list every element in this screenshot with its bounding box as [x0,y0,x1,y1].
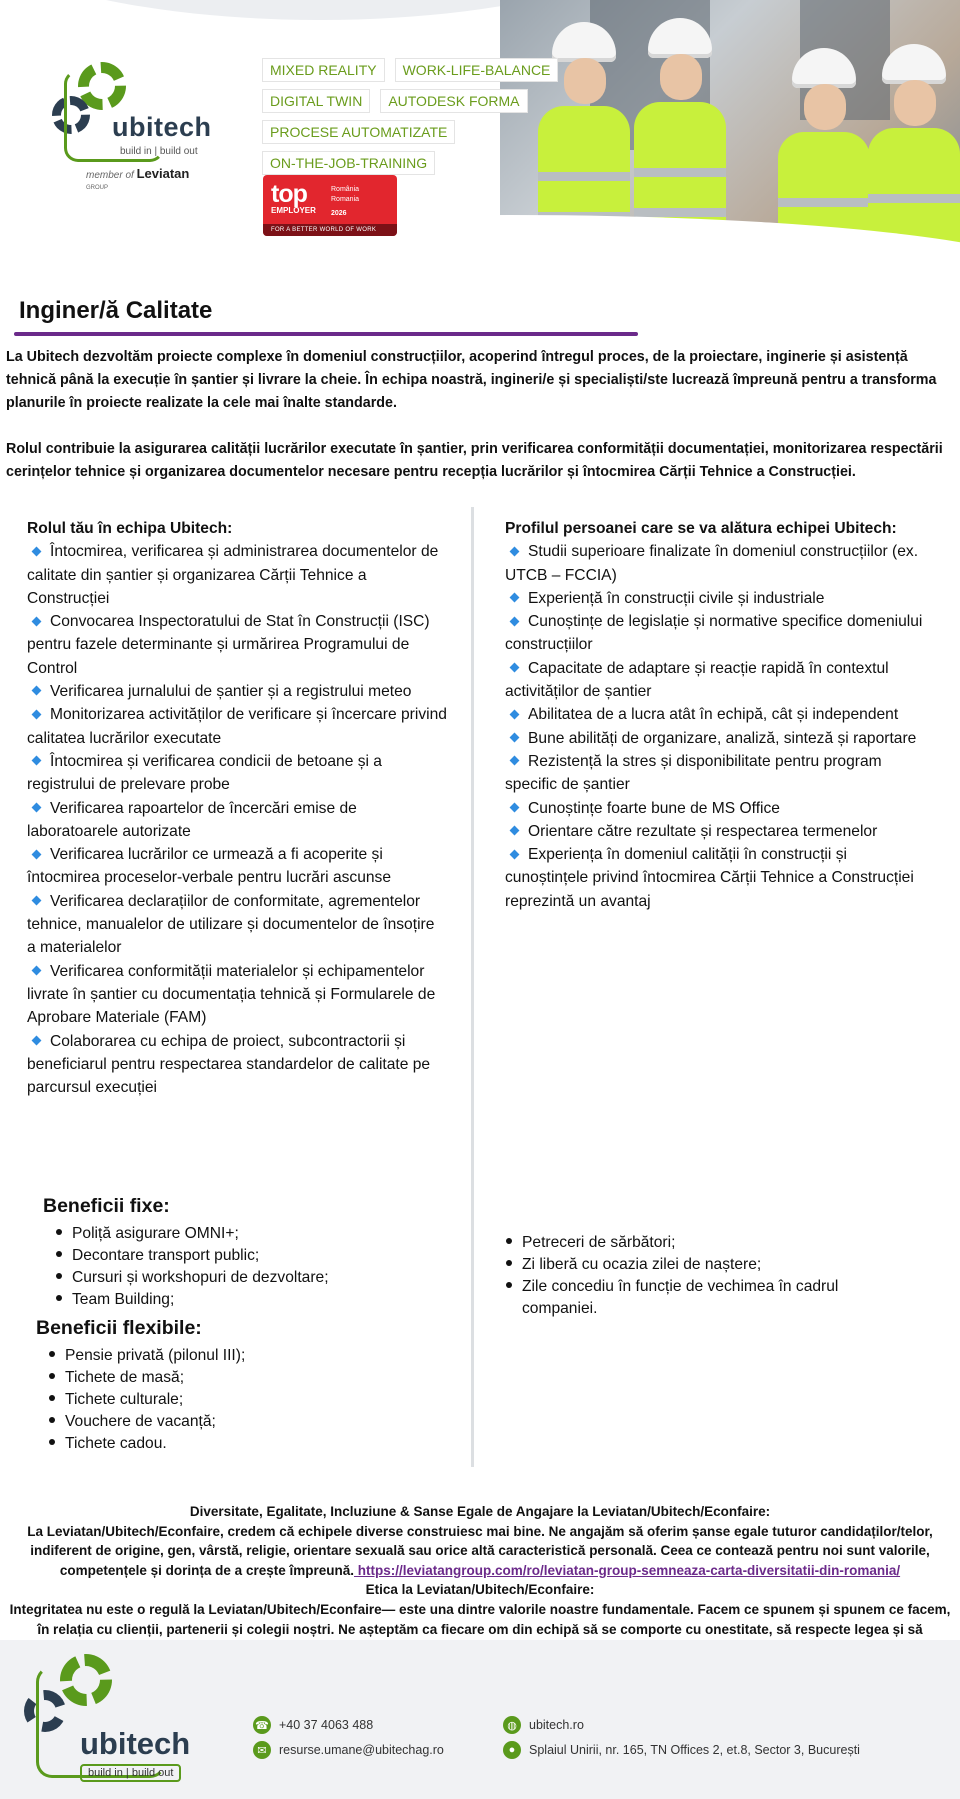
list-item: Petreceri de sărbători; [506,1232,876,1254]
list-item: Cunoștințe foarte bune de MS Office [505,797,925,820]
phone-icon: ☎ [253,1716,271,1734]
header-wave [0,215,960,300]
role-section [27,517,447,1099]
diversity-heading: Diversitate, Egalitate, Incluziune & Sanse Egale de Angajare la Leviatan/Ubitech/Econfaire: [189,1504,771,1519]
footer-website[interactable]: ◍ ubitech.ro [503,1716,584,1734]
role-list [27,540,447,1099]
tag-mixed-reality: MIXED REALITY [262,58,385,82]
list-item: Verificarea declarațiilor de conformitate, agrementelor tehnice, manualelor de utilizare și documentelor de însoțire a materialelor [27,892,435,957]
tag-autodesk-forma: AUTODESK FORMA [380,89,527,113]
list-item: Studii superioare finalizate în domeniul construcțiilor (ex. UTCB – FCCIA) [505,543,919,584]
tag-work-life-balance: WORK-LIFE-BALANCE [395,58,559,82]
tag-procese-automatizate: PROCESE AUTOMATIZATE [262,120,455,144]
ethics-heading: Etica la Leviatan/Ubitech/Econfaire: [365,1582,595,1598]
blue-diamond-icon [32,802,42,812]
list-item: Verificarea rapoartelor de încercări emise de laboratoarele autorizate [27,799,357,840]
diversity-section [0,1502,960,1659]
ubitech-logo: ubitech build in | build out member of Leviatan GROUP [50,62,210,187]
flexible-benefits-heading: Beneficii flexibile: [36,1317,202,1339]
blue-diamond-icon [510,616,520,626]
footer-logo: ubitech build in | build out [22,1680,202,1790]
profile-heading: Profilul persoanei care se va alătura echipei Ubitech: [505,520,897,537]
email-icon: ✉ [253,1741,271,1759]
blue-diamond-icon [510,663,520,673]
location-pin-icon: ● [503,1741,521,1759]
profile-list [505,540,925,913]
profile-section [505,517,925,913]
list-item: Întocmirea, verificarea și administrarea documentelor de calitate din șantier și organizarea Cărții Tehnice a Construcției [27,543,439,607]
list-item: Convocarea Inspectoratului de Stat în Construcții (ISC) pentru fazele determinante și urmărirea Programului de Control [27,613,430,677]
list-item: Bune abilități de organizare, analiză, sinteză și raportare [505,727,925,750]
blue-diamond-icon [32,896,42,906]
list-item: Team Building; [56,1289,436,1311]
title-underline [14,332,638,336]
top-employer-badge: top EMPLOYER România Romania 2026 FOR A BETTER WORLD OF WORK [263,175,397,236]
role-heading: Rolul tău în echipa Ubitech: [27,520,233,537]
job-intro [6,346,956,484]
list-item: Tichete cadou. [49,1433,429,1455]
blue-diamond-icon [32,686,42,696]
blue-diamond-icon [32,756,42,766]
list-item: Abilitatea de a lucra atât în echipă, cât și independent [505,703,925,726]
globe-icon: ◍ [503,1716,521,1734]
list-item: Tichete culturale; [49,1389,429,1411]
intro-paragraph: Rolul contribuie la asigurarea calității lucrărilor executate în șantier, prin verificarea conformității documentației, monitorizarea respectării cerințelor tehnice și organizarea documentelor necesare pentru recepția lucrărilor și întocmirea Cărții Tehnice a Construcției. [6,441,943,480]
job-title: Inginer/ă Calitate [19,297,213,324]
list-item: Experiență în construcții civile și industriale [505,587,925,610]
blue-diamond-icon [32,1035,42,1045]
list-item: Tichete de masă; [49,1367,429,1389]
header-banner [0,0,960,300]
list-item: Verificarea lucrărilor ce urmează a fi acoperite și întocmirea proceselor-verbale pentru lucrări ascunse [27,846,392,887]
feature-tags [262,58,562,182]
blue-diamond-icon [510,593,520,603]
blue-diamond-icon [510,733,520,743]
blue-diamond-icon [32,849,42,859]
list-item: Colaborarea cu echipa de proiect, subcontractorii și beneficiarul pentru respectarea standardelor de calitate pe parcursul execuției [27,1032,431,1097]
blue-diamond-icon [510,849,520,859]
list-item: Verificarea jurnalului de șantier și a registrului meteo [27,680,447,703]
fixed-benefits-list [56,1223,436,1311]
list-item: Verificarea conformității materialelor și echipamentelor livrate în șantier cu documentația tehnică și Formularele de Aprobare Materiale (FAM) [27,962,436,1027]
blue-diamond-icon [32,966,42,976]
footer-email[interactable]: ✉ resurse.umane@ubitechag.ro [253,1741,444,1759]
diversity-text: La Leviatan/Ubitech/Econfaire, credem că echipele diverse construiesc mai bine. Ne angajăm să oferim șanse egale tuturor candidaților/telor, indiferent de origine, gen, vârstă, religie, orientare sexuală sau orice altă caracteristică personală. Ceea ce contează pentru noi sunt valorile, competențele și dorința de a crește împreună. https://leviatangroup.com/ro/leviatan-group-semneaza-carta-diversitatii-din-romania/ [27,1523,933,1578]
list-item: Monitorizarea activităților de verificare și încercare privind calitatea lucrărilor executate [27,706,447,747]
blue-diamond-icon [32,546,42,556]
blue-diamond-icon [32,709,42,719]
list-item: Orientare către rezultate și respectarea termenelor [505,820,925,843]
list-item: Poliță asigurare OMNI+; [56,1223,436,1245]
intro-paragraph: La Ubitech dezvoltăm proiecte complexe în domeniul construcțiilor, acoperind întregul proces, de la proiectare, inginerie și asistență tehnică până la execuție în șantier și livrare la cheie. În echipa noastră, ingineri/e și specialiști/ste lucrează împreună pentru a transforma planurile în proiecte realizate la cele mai înalte standarde. [6,349,937,411]
tag-digital-twin: DIGITAL TWIN [262,89,370,113]
tag-on-the-job-training: ON-THE-JOB-TRAINING [262,151,435,175]
other-benefits-list [506,1232,876,1320]
list-item: Pensie privată (pilonul III); [49,1345,429,1367]
list-item: Capacitate de adaptare și reacție rapidă în contextul activităților de șantier [505,659,889,701]
list-item: Zi liberă cu ocazia zilei de naștere; [506,1254,876,1276]
blue-diamond-icon [510,756,520,766]
blue-diamond-icon [510,826,520,836]
blue-diamond-icon [32,616,42,626]
ethics-text: Integritatea nu este o regulă la Leviatan/Ubitech/Econfaire— este una dintre valorile noastre fundamentale. Facem ce spunem și spunem ce facem, în relația cu clienții, partenerii și colegii noștri. Ne așteptăm ca fiecare om din echipă să se comporte cu onestitate, să respecte legea și să [8,1600,952,1659]
list-item: Cursuri și workshopuri de dezvoltare; [56,1267,436,1289]
footer [0,1640,960,1799]
list-item: Întocmirea și verificarea condicii de betoane și a registrului de prelevare probe [27,752,382,794]
diversity-link[interactable]: https://leviatangroup.com/ro/leviatan-group-semneaza-carta-diversitatii-din-romania/ [353,1562,901,1578]
list-item: Vouchere de vacanță; [49,1411,429,1433]
fixed-benefits-heading: Beneficii fixe: [43,1195,170,1217]
footer-address: ● Splaiul Unirii, nr. 165, TN Offices 2, et.8, Sector 3, București [503,1741,860,1759]
list-item: Zile concediu în funcție de vechimea în cadrul companiei. [506,1276,876,1320]
footer-phone[interactable]: ☎ +40 37 4063 488 [253,1716,373,1734]
list-item: Rezistență la stres și disponibilitate pentru program specific de șantier [505,752,882,794]
blue-diamond-icon [510,802,520,812]
blue-diamond-icon [510,709,520,719]
column-divider [471,507,474,1467]
blue-diamond-icon [510,546,520,556]
flexible-benefits-list [49,1345,429,1455]
list-item: Cunoștințe de legislație și normative specifice domeniului construcțiilor [505,613,923,654]
list-item: Experiența în domeniul calității în construcții și cunoștințele privind întocmirea Cărții Tehnice a Construcției reprezintă un avantaj [505,846,914,910]
list-item: Decontare transport public; [56,1245,436,1267]
